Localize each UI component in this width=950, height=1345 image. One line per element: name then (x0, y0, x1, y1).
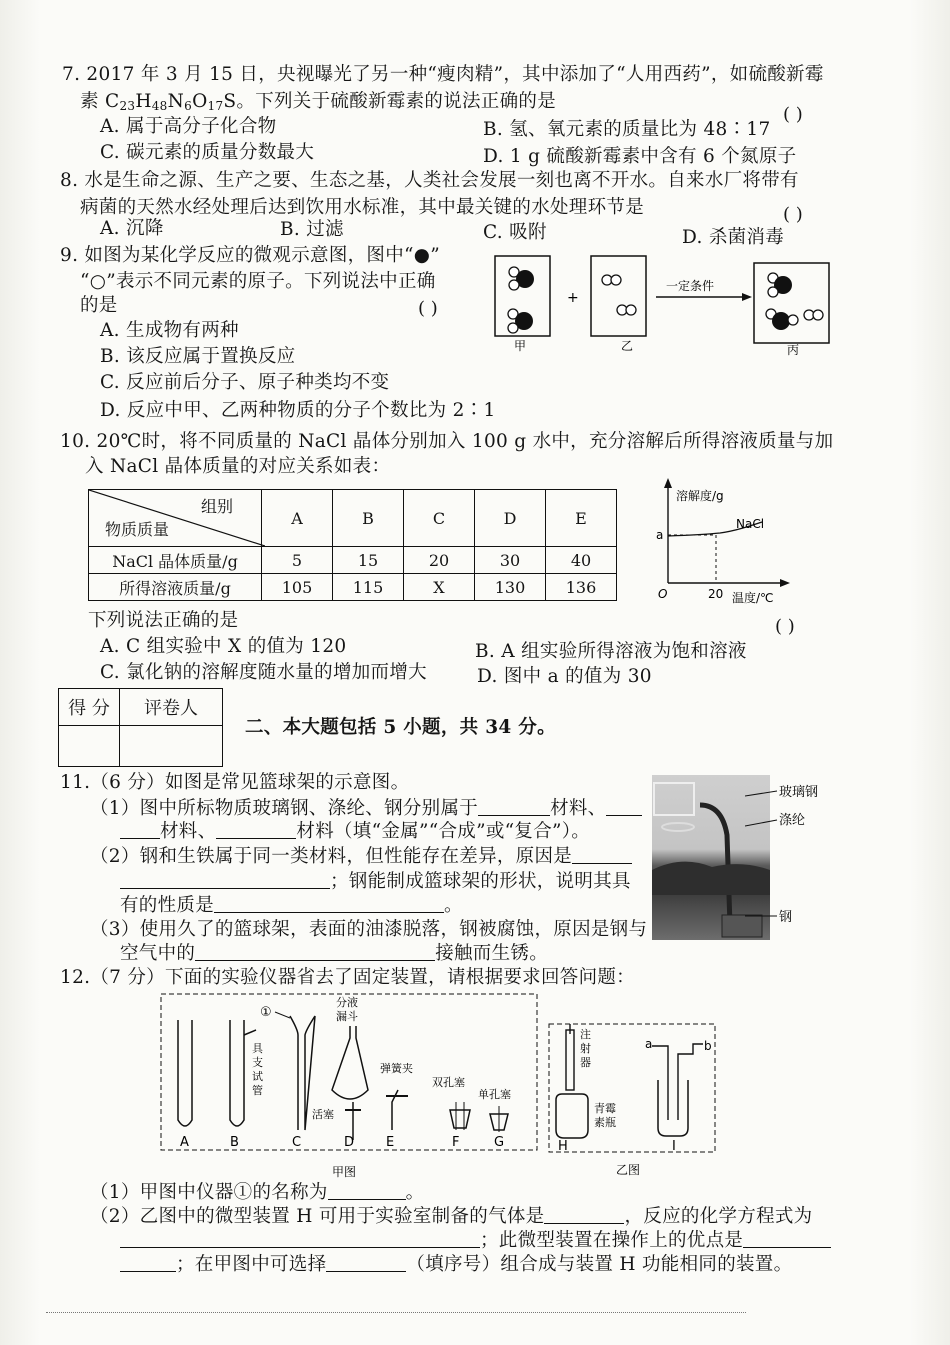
molecule-yi-2 (617, 305, 636, 315)
label-stopcock: 活塞 (312, 1108, 334, 1121)
molecule-jia-1 (509, 267, 534, 290)
q10-option-a: A. C 组实验中 X 的值为 120 (100, 636, 347, 657)
q10-option-d: D. 图中 a 的值为 30 (477, 666, 652, 687)
score-box (58, 688, 223, 767)
answer-blank[interactable] (120, 1255, 176, 1272)
answer-blank[interactable] (743, 1231, 831, 1248)
letter-f: F (452, 1135, 460, 1150)
answer-blank[interactable] (120, 822, 160, 839)
letter-a: A (180, 1135, 189, 1150)
q9-stem-line3: 的是 (80, 295, 118, 316)
svg-text:射: 射 (580, 1042, 591, 1055)
q7-stem-line1: 7. 2017 年 3 月 15 日，央视曝光了另一种“瘦肉精”，其中添加了“人用西药”，如硫酸新霉 (62, 64, 824, 85)
letter-d: D (344, 1135, 355, 1150)
q12-part1: （1）甲图中仪器①的名称为 。 (90, 1182, 425, 1203)
label-fiberglass: 玻璃钢 (779, 785, 819, 800)
q7-option-b: B. 氢、氧元素的质量比为 48∶17 (483, 119, 771, 140)
svg-text:器: 器 (580, 1056, 591, 1069)
answer-blank[interactable] (326, 1255, 406, 1272)
q10-ask: 下列说法正确的是 (88, 610, 239, 631)
label-bing: 丙 (787, 343, 800, 357)
svg-text:管: 管 (252, 1084, 263, 1097)
q8-option-b: B. 过滤 (280, 219, 344, 240)
q9-stem-line1: 9. 如图为某化学反应的微观示意图，图中“●” (60, 245, 440, 266)
figure-yi-apparatus (548, 1020, 718, 1180)
q9-option-d: D. 反应中甲、乙两种物质的分子个数比为 2∶1 (100, 400, 496, 421)
letter-i: I (672, 1139, 676, 1154)
q9-option-a: A. 生成物有两种 (100, 320, 239, 341)
q8-answer-paren: ( ) (783, 204, 803, 225)
footer-rule (46, 1312, 746, 1319)
q7-stem-line2: 素 $C_{23}H_{48}N_6O_{17}S$。下列关于硫酸新霉素的说法正确的是 (80, 91, 556, 113)
col-header: E (546, 490, 617, 547)
svg-text:素瓶: 素瓶 (594, 1116, 616, 1129)
plus-sign: + (567, 290, 579, 306)
label-circle-1: ① (260, 1005, 272, 1020)
q11-part3-line1: （3）使用久了的篮球架，表面的油漆脱落，钢被腐蚀，原因是钢与 (90, 919, 648, 940)
label-polyester: 涤纶 (779, 813, 806, 828)
answer-blank[interactable] (328, 1183, 406, 1200)
q7-option-d: D. 1 g 硫酸新霉素中含有 6 个氮原子 (483, 146, 797, 167)
x-axis-label: 温度/℃ (732, 591, 774, 605)
answer-blank[interactable] (120, 1231, 480, 1248)
figure-jia-apparatus (160, 990, 540, 1180)
table-cell: 20 (404, 547, 475, 574)
label-yi: 乙 (621, 339, 634, 353)
score-field[interactable] (59, 726, 120, 767)
svg-text:注: 注 (580, 1028, 591, 1041)
port-b: b (704, 1039, 712, 1053)
two-hole-stopper-f (450, 1110, 470, 1128)
label-spring-clip: 弹簧夹 (380, 1062, 413, 1075)
answer-blank[interactable] (478, 799, 550, 816)
answer-blank[interactable] (120, 872, 330, 889)
section-2-heading: 二、本大题包括 5 小题，共 34 分。 (245, 717, 556, 738)
photo-labels (745, 776, 845, 936)
molecule-yi-1 (602, 275, 621, 285)
letter-g: G (494, 1135, 505, 1150)
arrow-condition: 一定条件 (666, 279, 715, 293)
grader-field[interactable] (120, 726, 223, 767)
syringe-h (566, 1030, 574, 1090)
row-label: 所得溶液质量/g (89, 574, 262, 601)
q8-option-d: D. 杀菌消毒 (682, 227, 785, 248)
q11-part2-line3: 有的性质是 。 (120, 895, 463, 916)
q8-option-c: C. 吸附 (483, 222, 547, 243)
q12-part2-line2: ；此微型装置在操作上的优点是 (120, 1230, 831, 1252)
col-header: B (333, 490, 404, 547)
origin-label: O (658, 587, 668, 601)
table-cell: 105 (262, 574, 333, 601)
caption-jia: 甲图 (332, 1165, 357, 1179)
table-cell: 15 (333, 547, 404, 574)
q12-part2-line1: （2）乙图中的微型装置 H 可用于实验室制备的气体是 ，反应的化学方程式为 (90, 1206, 813, 1227)
table-cell: X (404, 574, 475, 601)
col-header: A (262, 490, 333, 547)
q8-stem-line2: 病菌的天然水经处理后达到饮用水标准，其中最关键的水处理环节是 (80, 197, 645, 218)
svg-text:试: 试 (252, 1070, 263, 1083)
q10-answer-paren: ( ) (775, 616, 795, 637)
table-corner: 组别 物质质量 (89, 490, 262, 547)
box-yi (591, 256, 646, 336)
q10-option-b: B. A 组实验所得溶液为饱和溶液 (475, 641, 747, 662)
svg-text:青霉: 青霉 (594, 1102, 616, 1115)
svg-text:漏斗: 漏斗 (336, 1010, 358, 1023)
table-cell: 136 (546, 574, 617, 601)
q10-stem-line1: 10. 20℃时，将不同质量的 NaCl 晶体分别加入 100 g 水中，充分溶解后所得溶液质量与加 (60, 431, 834, 452)
q10-data-table (88, 489, 617, 601)
curve-label: NaCl (736, 517, 765, 531)
answer-blank[interactable] (214, 896, 444, 913)
label-branch-tube-1: 具 (252, 1042, 263, 1055)
answer-blank[interactable] (195, 944, 435, 961)
q7-option-a: A. 属于高分子化合物 (100, 116, 277, 137)
q10-option-c: C. 氯化钠的溶解度随水量的增加而增大 (100, 662, 427, 683)
letter-h: H (558, 1139, 568, 1154)
caption-yi: 乙图 (616, 1163, 641, 1177)
svg-text:支: 支 (252, 1056, 263, 1069)
q10-solubility-graph (650, 478, 800, 608)
q7-answer-paren: ( ) (783, 104, 803, 125)
port-a: a (645, 1037, 653, 1051)
grader-label: 评卷人 (120, 689, 223, 726)
label-one-hole: 单孔塞 (478, 1088, 511, 1101)
q9-option-c: C. 反应前后分子、原子种类均不变 (100, 372, 390, 393)
molecule-bing-2 (766, 309, 798, 330)
y-tick-label: a (656, 528, 664, 542)
y-axis-label: 溶解度/g (676, 489, 724, 503)
x-tick-label: 20 (708, 587, 724, 601)
q12-part2-line3: ；在甲图中可选择 （填序号）组合成与装置 H 功能相同的装置。 (120, 1254, 792, 1276)
row-label: NaCl 晶体质量/g (89, 547, 262, 574)
test-tube-a (178, 1020, 192, 1126)
letter-b: B (230, 1135, 239, 1150)
score-label: 得 分 (59, 689, 120, 726)
table-cell: 130 (475, 574, 546, 601)
gas-bottle-i (658, 1080, 688, 1136)
q8-stem-line1: 8. 水是生命之源、生产之要、生态之基，人类社会发展一刻也离不开水。自来水厂将带有 (60, 170, 799, 191)
label-steel: 钢 (779, 910, 793, 925)
label-jia: 甲 (514, 339, 527, 353)
label-two-hole: 双孔塞 (432, 1076, 465, 1089)
answer-blank[interactable] (544, 1207, 624, 1224)
molecule-bing-1 (768, 273, 792, 297)
table-cell: 5 (262, 547, 333, 574)
table-cell: 40 (546, 547, 617, 574)
table-cell: 115 (333, 574, 404, 601)
q11-part2-line2: ；钢能制成篮球架的形状，说明其具 (120, 871, 631, 893)
q11-part2-line1: （2）钢和生铁属于同一类材料，但性能存在差异，原因是 (90, 846, 632, 868)
col-header: C (404, 490, 475, 547)
box-bing (754, 263, 829, 343)
q9-stem-line2: “○”表示不同元素的原子。下列说法中正确 (80, 271, 436, 292)
penicillin-bottle-h (556, 1094, 588, 1138)
answer-blank[interactable] (572, 847, 632, 864)
q9-answer-paren: ( ) (418, 298, 438, 319)
q11-part1-line1: （1）图中所标物质玻璃钢、涤纶、钢分别属于 材料、 (90, 798, 642, 820)
separatory-funnel-d (332, 1026, 368, 1099)
col-header: D (475, 490, 546, 547)
q8-option-a: A. 沉降 (100, 218, 164, 239)
q11-part1-line2: 材料、 材料（填“金属”“合成”或“复合”）。 (120, 821, 590, 843)
branch-tube-b (230, 1020, 244, 1126)
q11-stem: 11.（6 分）如图是常见篮球架的示意图。 (60, 772, 410, 793)
letter-c: C (292, 1135, 302, 1150)
q12-stem: 12.（7 分）下面的实验仪器省去了固定装置，请根据要求回答问题： (60, 967, 635, 988)
letter-e: E (386, 1135, 395, 1150)
svg-text:分液: 分液 (336, 996, 358, 1009)
q7-option-c: C. 碳元素的质量分数最大 (100, 142, 315, 163)
answer-blank[interactable] (606, 799, 642, 816)
q9-reaction-diagram (490, 250, 840, 360)
q11-part3-line2: 空气中的 接触而生锈。 (120, 943, 549, 964)
molecule-jia-2 (508, 309, 533, 333)
molecule-bing-3 (804, 310, 823, 320)
q10-stem-line2: 入 NaCl 晶体质量的对应关系如表： (85, 456, 391, 477)
table-cell: 30 (475, 547, 546, 574)
q9-option-b: B. 该反应属于置换反应 (100, 346, 296, 367)
answer-blank[interactable] (216, 822, 296, 839)
